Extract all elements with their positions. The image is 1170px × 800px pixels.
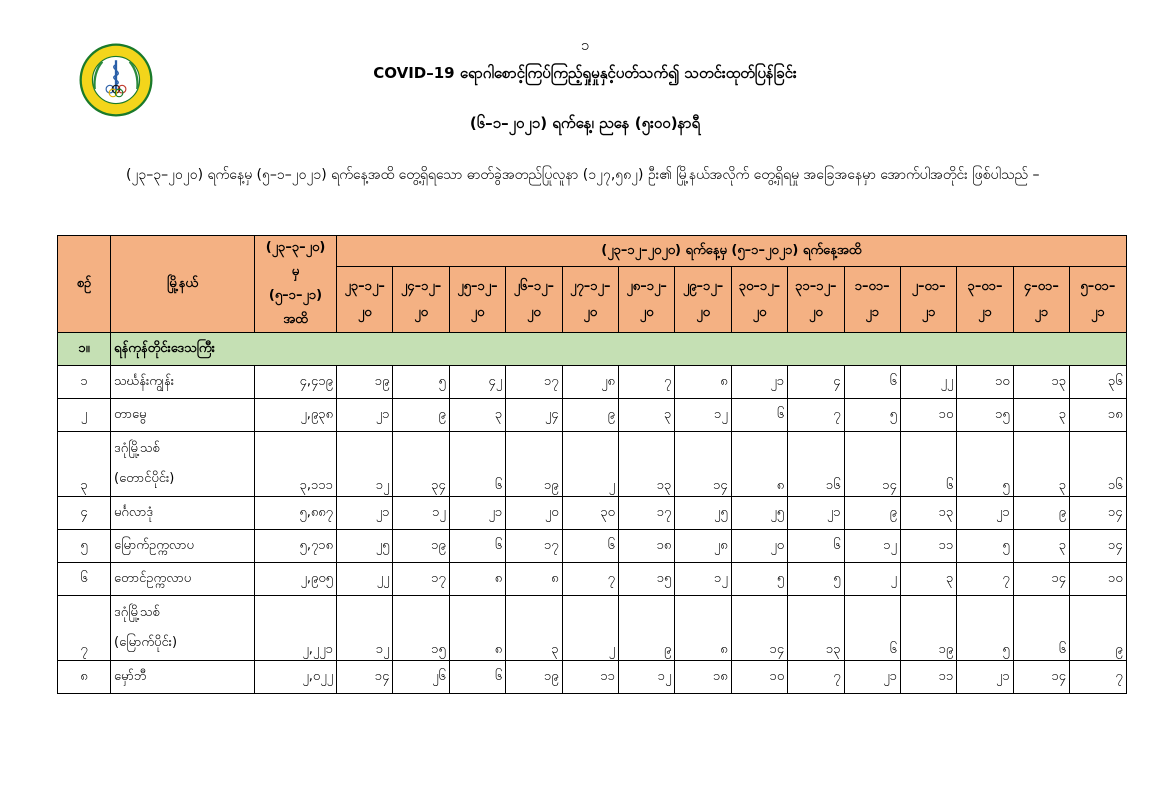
daily-cases: ၃ — [1013, 530, 1069, 563]
table-row — [58, 366, 1127, 399]
date-header-bottom: ၂၀ — [639, 304, 654, 320]
daily-cases: ၇ — [788, 399, 844, 432]
daily-cases: ၆ — [1013, 596, 1069, 661]
table-row — [58, 399, 1127, 432]
col-header-township: မြို့နယ် — [111, 236, 255, 333]
date-header-bottom: ၂၁ — [865, 304, 880, 320]
township-name-cell — [111, 399, 255, 432]
cumulative-line-2: မှ — [291, 264, 300, 279]
daily-cases: ၆ — [844, 366, 900, 399]
daily-cases: ၈ — [449, 563, 505, 596]
daily-cases: ၆ — [449, 530, 505, 563]
township-name-suffix: (မြောက်ပိုင်း) — [114, 635, 178, 650]
daily-cases: ၂၅ — [675, 497, 731, 530]
row-no: ၃ — [58, 432, 111, 497]
daily-cases: ၁၄ — [1013, 563, 1069, 596]
daily-cases: ၂၀ — [506, 497, 562, 530]
date-header-bottom: ၂၁ — [978, 304, 992, 320]
daily-cases: ၁၄ — [1070, 530, 1127, 563]
date-header — [900, 267, 956, 333]
daily-cases: ၇ — [562, 563, 618, 596]
daily-cases: ၉ — [1070, 596, 1127, 661]
row-no: ၇ — [58, 596, 111, 661]
daily-cases: ၆ — [449, 661, 505, 694]
date-header-top: ၂၉–၁၂– — [682, 278, 724, 294]
daily-cases: ၁၀ — [731, 661, 787, 694]
region-no: ၁။ — [58, 333, 111, 366]
date-header-bottom: ၂၀ — [752, 304, 767, 320]
daily-cases: ၁၂ — [393, 497, 449, 530]
cumulative-total: ၅,၇၁၈ — [255, 530, 337, 563]
daily-cases: ၂၂ — [900, 366, 956, 399]
daily-cases: ၁၆ — [1070, 432, 1127, 497]
daily-cases: ၁၈ — [1070, 399, 1127, 432]
date-header-bottom: ၂၀ — [527, 304, 541, 320]
daily-cases: ၂၆ — [393, 661, 449, 694]
date-header — [731, 267, 787, 333]
daily-cases: ၃ — [900, 563, 956, 596]
daily-cases: ၃ — [1013, 432, 1069, 497]
date-header-bottom: ၂၀ — [583, 304, 598, 320]
date-header — [788, 267, 844, 333]
daily-cases: ၁၇ — [393, 563, 449, 596]
daily-cases: ၈ — [675, 366, 731, 399]
cumulative-line-4: အထိ — [283, 312, 308, 327]
daily-cases: ၁၃ — [900, 497, 956, 530]
table-row — [58, 661, 1127, 694]
daily-cases: ၂ — [844, 563, 900, 596]
daily-cases: ၅ — [957, 432, 1013, 497]
daily-cases: ၅ — [393, 366, 449, 399]
date-header-top: ၄–၀၁– — [1023, 278, 1059, 294]
intro-paragraph: (၂၃–၃–၂၀၂၀) ရက်နေ့မှ (၅–၁–၂၀၂၁) ရက်နေ့အထိ တွေ့ရှိရသော ဓာတ်ခွဲအတည်ပြုလူနာ (၁၂၇,၅၈၂) ဦး၏ မြို့နယ်အလိုက် တွေ့ရှိရမှု အခြေအနေမှာ အောက်ပါအတိုင်း ဖြစ်ပါသည် – — [126, 167, 1040, 183]
daily-cases: ၃၀ — [562, 497, 618, 530]
daily-cases: ၅ — [731, 563, 787, 596]
daily-cases: ၄၂ — [449, 366, 505, 399]
daily-cases: ၁၄ — [844, 432, 900, 497]
daily-cases: ၁၇ — [506, 366, 562, 399]
township-name: ဒဂုံမြို့သစ် — [114, 605, 160, 620]
table-row — [58, 432, 1127, 497]
date-header-top: ၁–၀၁– — [854, 278, 890, 294]
daily-cases: ၉ — [562, 399, 618, 432]
date-header — [562, 267, 618, 333]
date-header — [618, 267, 674, 333]
date-header-top: ၂–၀၁– — [911, 278, 946, 294]
row-no: ၅ — [58, 530, 111, 563]
date-header-top: ၃–၀၁– — [967, 278, 1003, 294]
daily-cases: ၁၃ — [788, 596, 844, 661]
daily-cases: ၁၂ — [337, 596, 393, 661]
daily-cases: ၂၁ — [731, 366, 787, 399]
daily-cases: ၅ — [844, 399, 900, 432]
daily-cases: ၅ — [957, 530, 1013, 563]
row-no: ၂ — [58, 399, 111, 432]
date-header-top: ၂၇–၁၂– — [570, 278, 611, 294]
table-row — [58, 497, 1127, 530]
daily-cases: ၉ — [393, 399, 449, 432]
township-name: မင်္ဂလာဒုံ — [114, 505, 154, 520]
col-header-no: စဉ် — [58, 236, 111, 333]
daily-cases: ၂၁ — [957, 497, 1013, 530]
daily-cases: ၂ — [562, 596, 618, 661]
table-header — [58, 236, 1127, 333]
daily-cases: ၃၆ — [1070, 366, 1127, 399]
daily-cases: ၅ — [957, 596, 1013, 661]
daily-cases: ၆ — [449, 432, 505, 497]
daily-cases: ၃ — [449, 399, 505, 432]
daily-cases: ၈ — [731, 432, 787, 497]
daily-cases: ၁၂ — [618, 661, 674, 694]
document-subtitle: (၆–၁–၂၀၂၁) ရက်နေ့၊ ညနေ (၅း၀၀)နာရီ — [469, 114, 701, 132]
date-header-top: ၂၅–၁၂– — [457, 278, 498, 294]
cumulative-total: ၂,၉၀၅ — [255, 563, 337, 596]
township-name-cell — [111, 563, 255, 596]
date-header-top: ၂၆–၁၂– — [513, 278, 555, 294]
township-name: မှော်ဘီ — [114, 669, 147, 684]
township-name-cell — [111, 530, 255, 563]
date-header — [506, 267, 562, 333]
daily-cases: ၆ — [731, 399, 787, 432]
daily-cases: ၈ — [449, 596, 505, 661]
daily-cases: ၂၈ — [675, 530, 731, 563]
date-header-bottom: ၂၀ — [696, 304, 710, 320]
daily-cases: ၇ — [957, 563, 1013, 596]
date-header-top: ၅–၀၁– — [1080, 278, 1116, 294]
document-title: COVID–19 ရောဂါစောင့်ကြပ်ကြည့်ရှုမှုနှင့်ပတ်သက်၍ သတင်းထုတ်ပြန်ခြင်း — [373, 64, 797, 82]
daily-cases: ၁၉ — [393, 530, 449, 563]
township-name: သင်္ဃန်းကျွန်း — [114, 374, 175, 389]
daily-cases: ၁၀ — [957, 366, 1013, 399]
daily-cases: ၁၅ — [957, 399, 1013, 432]
daily-cases: ၁၀ — [1070, 563, 1127, 596]
date-header — [393, 267, 449, 333]
date-header-top: ၂၄–၁၂– — [400, 278, 442, 294]
cumulative-line-3: (၅–၁–၂၁) — [268, 288, 323, 303]
township-name-cell — [111, 661, 255, 694]
daily-cases: ၂၂ — [337, 563, 393, 596]
daily-cases: ၁၁ — [900, 661, 956, 694]
date-header-top: ၃၀–၁၂– — [738, 278, 781, 294]
township-name-cell — [111, 497, 255, 530]
cumulative-total: ၅,၈၈၇ — [255, 497, 337, 530]
daily-cases: ၇ — [1070, 661, 1127, 694]
daily-cases: ၂၅ — [337, 530, 393, 563]
daily-cases: ၁၉ — [900, 596, 956, 661]
daily-cases: ၈ — [675, 596, 731, 661]
region-row — [58, 333, 1127, 366]
daily-cases: ၂၁ — [449, 497, 505, 530]
daily-cases: ၁၃ — [618, 432, 674, 497]
daily-cases: ၁၄ — [1070, 497, 1127, 530]
date-header-bottom: ၂၁ — [1091, 304, 1105, 320]
daily-cases: ၂၁ — [788, 497, 844, 530]
daily-cases: ၁၉ — [506, 661, 562, 694]
daily-cases: ၁၅ — [393, 596, 449, 661]
cumulative-total: ၃,၁၁၁ — [255, 432, 337, 497]
township-name: တောင်ဥက္ကလာပ — [114, 571, 192, 586]
daily-cases: ၁၂ — [675, 563, 731, 596]
daily-cases: ၆ — [844, 596, 900, 661]
daily-cases: ၉ — [844, 497, 900, 530]
daily-cases: ၁၇ — [618, 497, 674, 530]
daily-cases: ၁၄ — [337, 661, 393, 694]
table-body — [58, 333, 1127, 694]
daily-cases: ၂၁ — [337, 497, 393, 530]
daily-cases: ၁၄ — [675, 432, 731, 497]
cumulative-total: ၂,၂၂၁ — [255, 596, 337, 661]
daily-cases: ၂၅ — [731, 497, 787, 530]
col-header-period: (၂၃–၁၂–၂၀၂၀) ရက်နေ့မှ (၅–၁–၂၀၂၁) ရက်နေ့အထိ — [337, 236, 1127, 267]
daily-cases: ၂၁ — [844, 661, 900, 694]
daily-cases: ၅ — [788, 563, 844, 596]
daily-cases: ၁၇ — [506, 530, 562, 563]
daily-cases: ၂၁ — [957, 661, 1013, 694]
township-name: မြောက်ဥက္ကလာပ — [114, 538, 194, 553]
daily-cases: ၇ — [618, 366, 674, 399]
daily-cases: ၉ — [1013, 497, 1069, 530]
daily-cases: ၁၈ — [675, 661, 731, 694]
daily-cases: ၁၄ — [731, 596, 787, 661]
township-name-cell — [111, 596, 255, 661]
cumulative-total: ၂,၀၂၂ — [255, 661, 337, 694]
date-header-top: ၂၃–၁၂– — [344, 278, 385, 294]
township-name: ဒဂုံမြို့သစ် — [114, 441, 160, 456]
row-no: ၄ — [58, 497, 111, 530]
daily-cases: ၇ — [788, 661, 844, 694]
row-no: ၆ — [58, 563, 111, 596]
daily-cases: ၁၄ — [1013, 661, 1069, 694]
daily-cases: ၃ — [1013, 399, 1069, 432]
daily-cases: ၁၂ — [844, 530, 900, 563]
township-cases-table — [57, 235, 1127, 694]
daily-cases: ၁၁ — [900, 530, 956, 563]
date-header-top: ၂၈–၁၂– — [626, 278, 667, 294]
cumulative-line-1: (၂၃–၃–၂၀) — [265, 240, 326, 255]
date-header — [675, 267, 731, 333]
cumulative-total: ၂,၉၃၈ — [255, 399, 337, 432]
daily-cases: ၆ — [900, 432, 956, 497]
township-name-cell — [111, 366, 255, 399]
date-header-top: ၃၁–၁၂– — [795, 278, 837, 294]
region-name: ရန်ကုန်တိုင်းဒေသကြီး — [111, 333, 1127, 366]
cumulative-total: ၄,၄၁၉ — [255, 366, 337, 399]
date-header-bottom: ၂၀ — [357, 304, 372, 320]
daily-cases: ၁၁ — [562, 661, 618, 694]
daily-cases: ၃၄ — [393, 432, 449, 497]
township-name-cell — [111, 432, 255, 497]
daily-cases: ၃ — [618, 399, 674, 432]
row-no: ၈ — [58, 661, 111, 694]
daily-cases: ၄ — [788, 366, 844, 399]
daily-cases: ၁၃ — [1013, 366, 1069, 399]
date-header — [957, 267, 1013, 333]
date-header — [1013, 267, 1069, 333]
daily-cases: ၈ — [506, 563, 562, 596]
date-header — [844, 267, 900, 333]
date-header — [449, 267, 505, 333]
daily-cases: ၂ — [562, 432, 618, 497]
table-row — [58, 596, 1127, 661]
date-header — [1070, 267, 1127, 333]
daily-cases: ၁၆ — [788, 432, 844, 497]
daily-cases: ၂၀ — [731, 530, 787, 563]
date-header-bottom: ၂၀ — [808, 304, 823, 320]
daily-cases: ၁၉ — [337, 366, 393, 399]
township-name: တာမွေ — [114, 407, 147, 422]
daily-cases: ၆ — [788, 530, 844, 563]
daily-cases: ၁၂ — [675, 399, 731, 432]
row-no: ၁ — [58, 366, 111, 399]
daily-cases: ၆ — [562, 530, 618, 563]
date-header-bottom: ၂၀ — [470, 304, 485, 320]
daily-cases: ၁၀ — [900, 399, 956, 432]
table-row — [58, 563, 1127, 596]
date-header — [337, 267, 393, 333]
daily-cases: ၁၉ — [506, 432, 562, 497]
daily-cases: ၂၈ — [562, 366, 618, 399]
daily-cases: ၃ — [506, 596, 562, 661]
daily-cases: ၁၅ — [618, 563, 674, 596]
page-number: ၁ — [580, 36, 590, 54]
township-name-suffix: (တောင်ပိုင်း) — [114, 471, 175, 486]
date-header-bottom: ၂၁ — [921, 304, 936, 320]
daily-cases: ၁၈ — [618, 530, 674, 563]
daily-cases: ၂၁ — [337, 399, 393, 432]
date-header-bottom: ၂၀ — [414, 304, 428, 320]
daily-cases: ၉ — [618, 596, 674, 661]
table-row — [58, 530, 1127, 563]
daily-cases: ၁၂ — [337, 432, 393, 497]
daily-cases: ၂၄ — [506, 399, 562, 432]
col-header-cumulative — [255, 236, 337, 333]
date-header-bottom: ၂၁ — [1034, 304, 1049, 320]
